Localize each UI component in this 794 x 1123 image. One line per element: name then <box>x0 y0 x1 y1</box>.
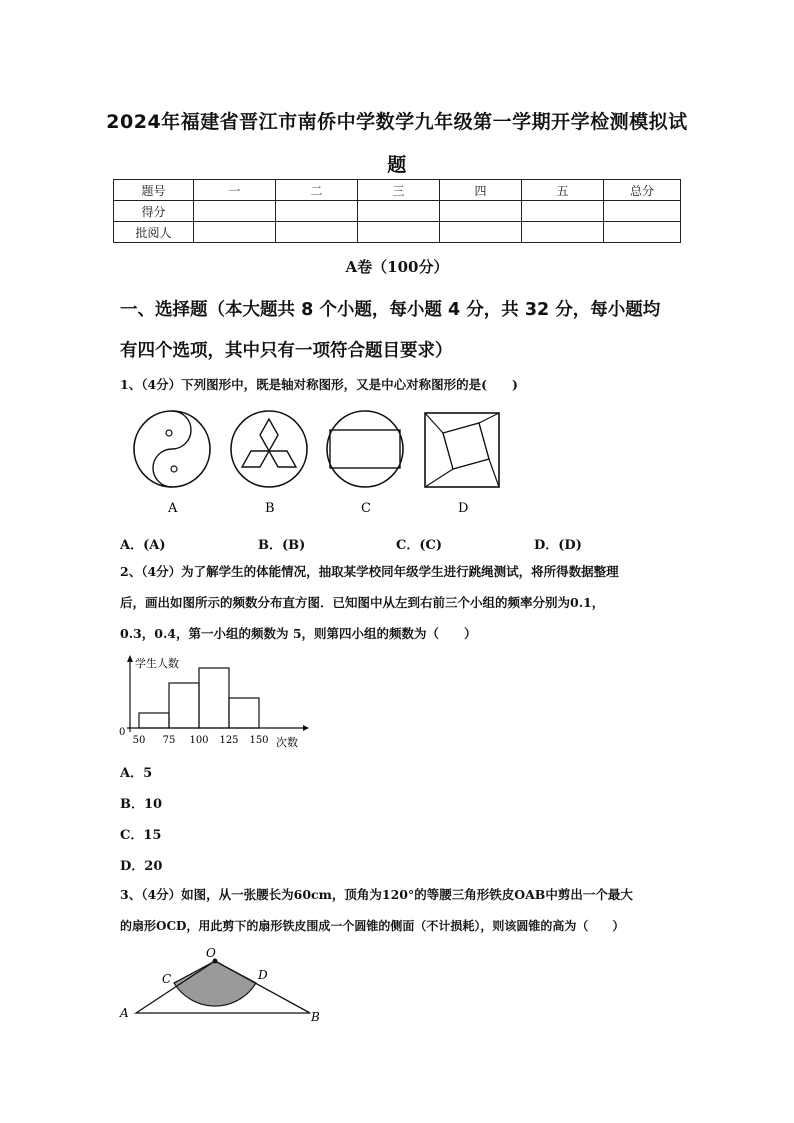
figure-label: C <box>361 501 371 516</box>
score-cell[interactable] <box>276 222 358 243</box>
label-c: C <box>162 972 172 986</box>
q3-stem-line2: 的扇形OCD，用此剪下的扇形铁皮围成一个圆锥的侧面（不计损耗），则该圆锥的高为（ ） <box>120 919 625 933</box>
figure-d-pinwheel <box>425 413 499 487</box>
score-header-cell: 题号 <box>114 180 194 201</box>
histogram-bar <box>169 683 199 728</box>
x-tick-label: 50 <box>132 735 146 746</box>
score-header-cell: 二 <box>276 180 358 201</box>
q1-stem: 1、（4分）下列图形中，既是轴对称图形，又是中心对称图形的是( ) <box>120 377 518 392</box>
score-table-row <box>114 222 681 243</box>
q3-stem-line1: 3、（4分）如图，从一张腰长为60cm，顶角为120°的等腰三角形铁皮OAB中剪出一个最大 <box>120 887 633 902</box>
figure-label: B <box>265 501 275 516</box>
q2-stem-line3: 0.3，0.4，第一小组的频数为 5，则第四小组的频数为（ ） <box>120 626 477 641</box>
q1-option-c[interactable]: C．(C) <box>396 538 442 553</box>
q2-option-d[interactable]: D．20 <box>120 859 163 874</box>
q2-option-b[interactable]: B．10 <box>120 797 163 812</box>
figure-c-rectangle <box>327 411 403 487</box>
q2-option-c[interactable]: C．15 <box>120 828 162 843</box>
label-a: A <box>120 1006 129 1020</box>
score-cell[interactable] <box>440 201 522 222</box>
y-axis-arrow <box>127 655 133 662</box>
x-axis-arrow <box>303 725 309 731</box>
label-b: B <box>311 1010 320 1024</box>
score-header-cell: 一 <box>194 180 276 201</box>
score-row-label: 批阅人 <box>114 222 194 243</box>
x-tick-label: 100 <box>189 735 209 746</box>
figure-label: A <box>168 501 178 516</box>
sector-ocd <box>174 961 256 1006</box>
score-cell[interactable] <box>522 201 604 222</box>
label-d: D <box>258 968 268 982</box>
label-o: O <box>206 946 216 960</box>
score-table-row <box>114 201 681 222</box>
score-table-header-row <box>114 180 681 201</box>
score-cell[interactable] <box>276 201 358 222</box>
section-title-line1: 一、选择题（本大题共 8 个小题，每小题 4 分，共 32 分，每小题均 <box>120 300 661 320</box>
x-axis-label: 次数 <box>276 736 298 749</box>
q1-option-a[interactable]: A．(A) <box>120 538 166 553</box>
score-header-cell: 五 <box>522 180 604 201</box>
figure-b-diamonds <box>231 411 307 487</box>
x-tick-label: 150 <box>249 735 269 746</box>
volume-title: A卷（100分） <box>345 258 449 276</box>
figure-a-yinyang <box>134 411 210 487</box>
score-cell[interactable] <box>604 222 681 243</box>
score-cell[interactable] <box>604 201 681 222</box>
score-header-cell: 四 <box>440 180 522 201</box>
histogram-bar <box>229 698 259 728</box>
exam-title-line2: 题 <box>387 154 407 176</box>
section-title-line2: 有四个选项，其中只有一项符合题目要求） <box>120 341 453 361</box>
histogram-bar <box>139 713 169 728</box>
q3-triangle-figure <box>115 942 325 1027</box>
origin-label: 0 <box>119 727 126 738</box>
score-header-cell: 三 <box>358 180 440 201</box>
score-cell[interactable] <box>440 222 522 243</box>
score-cell[interactable] <box>522 222 604 243</box>
q2-stem-line1: 2、（4分）为了解学生的体能情况，抽取某学校同年级学生进行跳绳测试，将所得数据整理 <box>120 564 619 579</box>
exam-title-line1: 2024年福建省晋江市南侨中学数学九年级第一学期开学检测模拟试 <box>106 111 688 133</box>
q1-option-b[interactable]: B．(B) <box>258 538 306 553</box>
q2-option-a[interactable]: A．5 <box>120 766 153 781</box>
histogram-bar <box>199 668 229 728</box>
score-cell[interactable] <box>194 201 276 222</box>
score-row-label: 得分 <box>114 201 194 222</box>
q2-histogram <box>115 652 315 752</box>
score-table <box>113 179 681 243</box>
score-cell[interactable] <box>358 222 440 243</box>
q2-stem-line2: 后，画出如图所示的频数分布直方图．已知图中从左到右前三个小组的频率分别为0.1， <box>120 595 605 610</box>
figure-label: D <box>458 501 469 516</box>
q1-figures <box>125 405 505 520</box>
x-tick-label: 125 <box>219 735 239 746</box>
score-cell[interactable] <box>194 222 276 243</box>
y-axis-label: 学生人数 <box>135 657 179 670</box>
x-tick-label: 75 <box>162 735 176 746</box>
score-cell[interactable] <box>358 201 440 222</box>
q1-option-d[interactable]: D．(D) <box>534 538 582 553</box>
score-header-cell: 总分 <box>604 180 681 201</box>
